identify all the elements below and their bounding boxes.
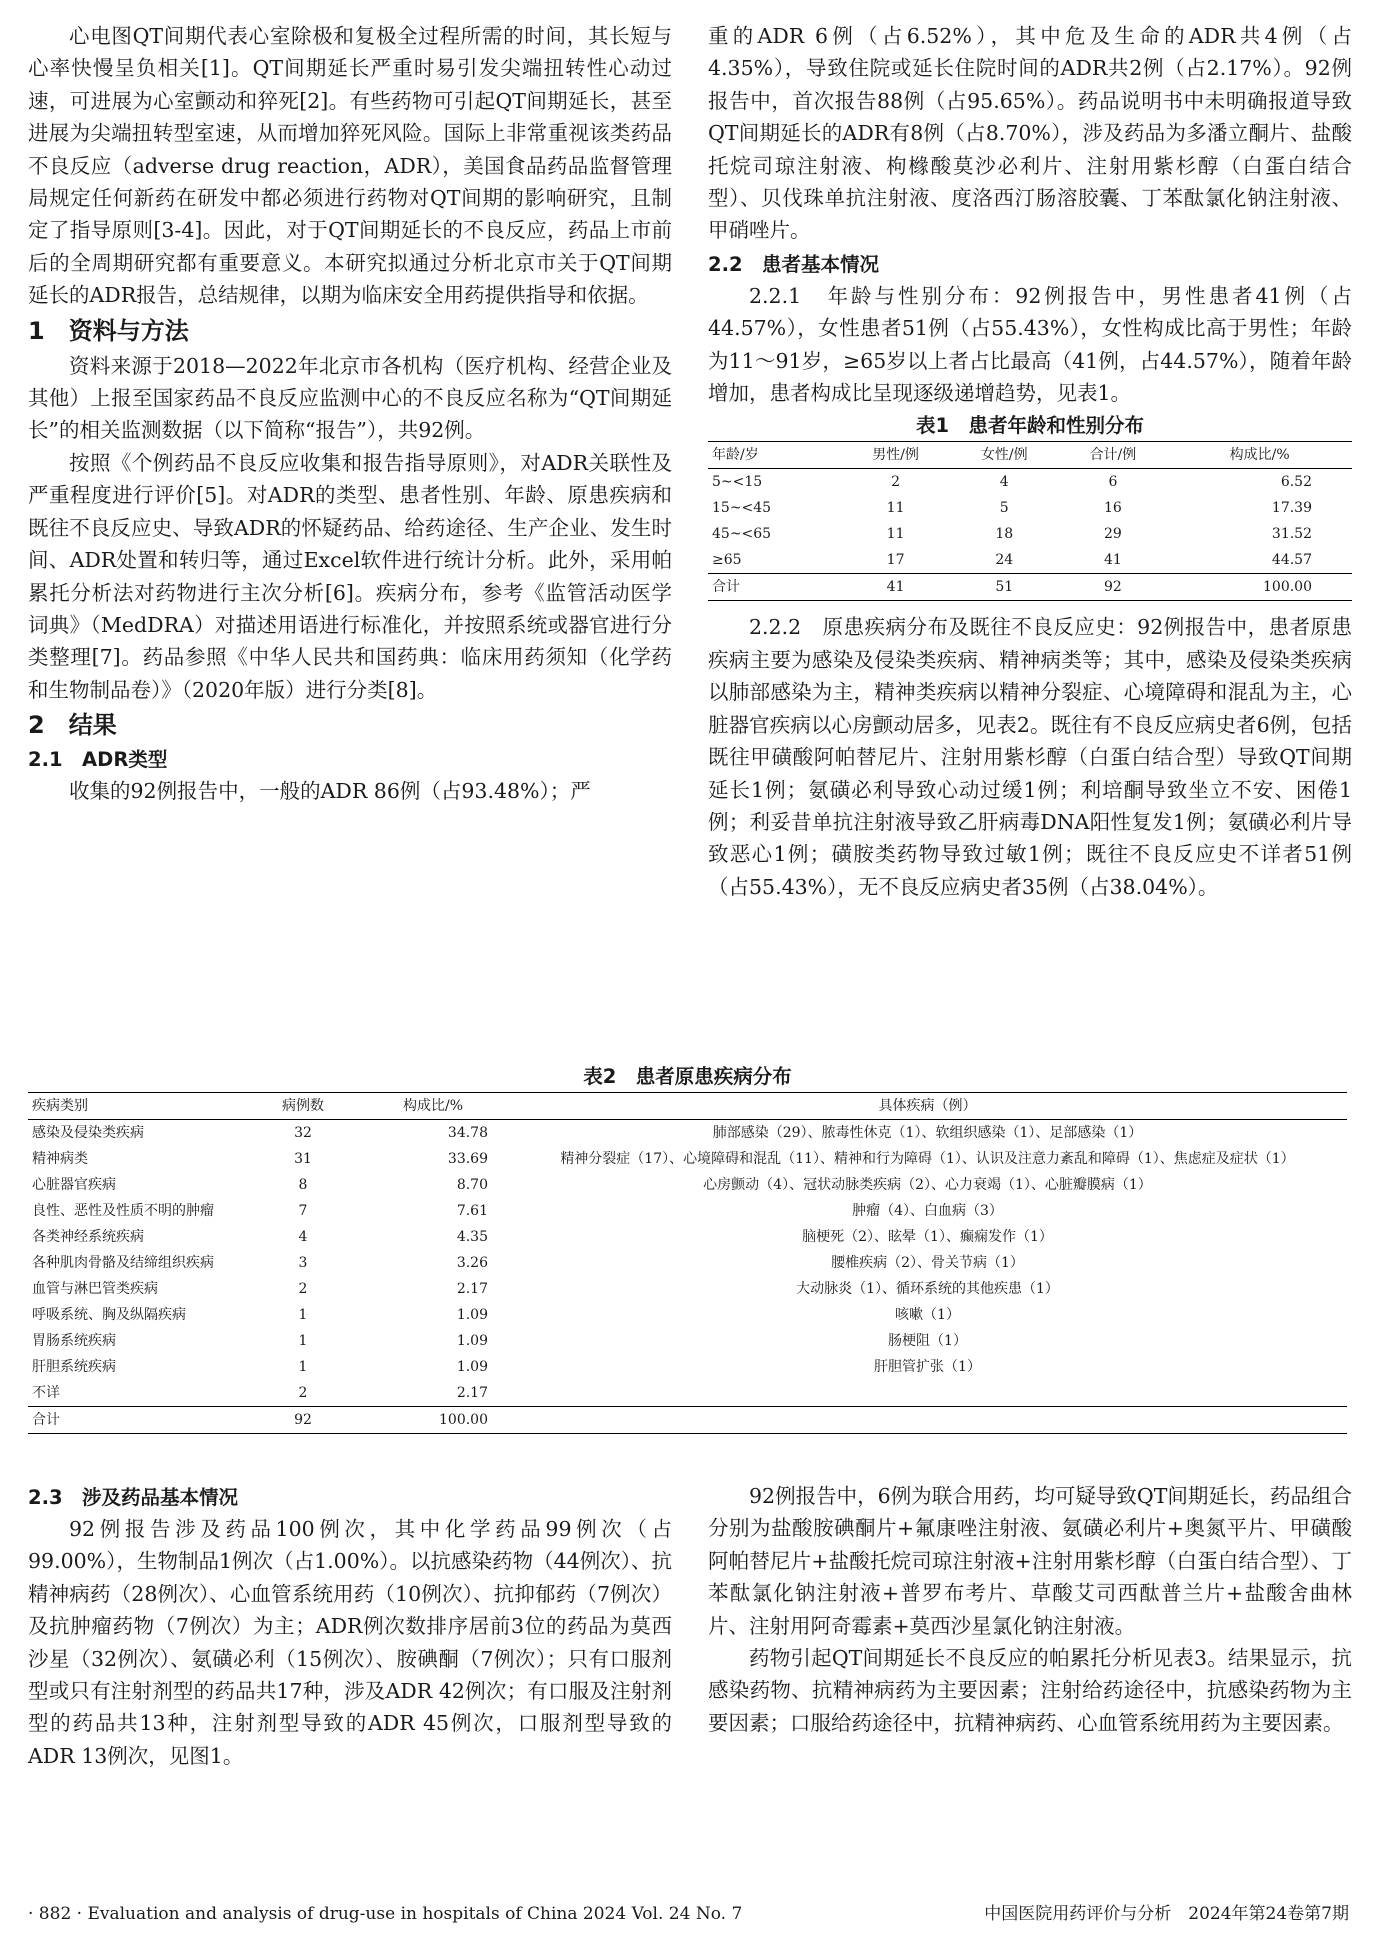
- table-row: [28, 1302, 1347, 1328]
- table-cell: 31.52: [1271, 526, 1312, 543]
- methods-paragraph-2: 按照《个例药品不良反应收集和报告指导原则》，对ADR关联性及严重程度进行评价[5]。对ADR的类型、患者性别、年龄、原患疾病和既往不良反应史、导致ADR的怀疑药品、给药途径、生产企业、发生时间、ADR处置和转归等，通过Excel软件进行统计分析。此外，采用帕累托分析法对药物进行主次分析[6]。疾病分布，参考《监管活动医学词典》（MedDRA）对描述用语进行标准化，并按照系统或器官进行分类整理[7]。药品参照《中华人民共和国药典：临床用药须知（化学药和生物制品卷）》（2020年版）进行分类[8]。: [28, 450, 672, 702]
- table-row: [708, 521, 1352, 547]
- subsection-2-1-heading: 2.1 ADR类型: [28, 748, 168, 772]
- table-cell: 2.17: [456, 1281, 488, 1297]
- table-cell: 4: [298, 1229, 308, 1245]
- table-cell: 92: [248, 1407, 358, 1434]
- table-cell: 4: [999, 474, 1009, 491]
- table-cell: 3: [298, 1255, 308, 1271]
- table-row: [28, 1120, 1347, 1147]
- table-cell: 咳嗽（1）: [895, 1307, 960, 1323]
- table-2: [28, 1060, 1347, 1434]
- table-row: [28, 1224, 1347, 1250]
- table-cell: 100.00: [358, 1407, 508, 1434]
- table-cell: 脑梗死（2）、眩晕（1）、癫痫发作（1）: [802, 1229, 1053, 1245]
- table-2-title: 表2 患者原患疾病分布: [583, 1065, 792, 1088]
- table-cell: 呼吸系统、胸及纵隔疾病: [32, 1307, 186, 1323]
- table-cell: 肠梗阻（1）: [888, 1333, 967, 1349]
- intro-paragraph: 心电图QT间期代表心室除极和复极全过程所需的时间，其长短与心率快慢呈负相关[1]。QT间期延长严重时易引发尖端扭转性心动过速，可进展为心室颤动和猝死[2]。有些药物可引起QT间期延长，甚至进展为尖端扭转型室速，从而增加猝死风险。国际上非常重视该类药品不良反应（adverse drug reaction，ADR），美国食品药品监督管理局规定任何新药在研发中都必须进行药物对QT间期的影响研究，且制定了指导原则[3-4]。因此，对于QT间期延长的不良反应，药品上市前后的全周期研究都有重要意义。本研究拟通过分析北京市关于QT间期延长的ADR报告，总结规律，以期为临床安全用药提供指导和依据。: [28, 24, 672, 308]
- drug-info-paragraph: 92例报告涉及药品100例次，其中化学药品99例次（占99.00%），生物制品1例次（占1.00%）。以抗感染药物（44例次）、抗精神病药（28例次）、心血管系统用药（10例次）、抗抑郁药（7例次）及抗肿瘤药物（7例次）为主；ADR例次数排序居前3位的药品为莫西沙星（32例次）、氨磺必利（15例次）、胺碘酮（7例次）；只有口服剂型或只有注射剂型的药品共17种，涉及ADR 42例次；有口服及注射剂型的药品共13种，注射剂型导致的ADR 45例次，口服剂型导致的ADR 13例次，见图1。: [28, 1517, 672, 1768]
- table-1-grid: [708, 441, 1352, 601]
- table-cell: 5~<15: [712, 474, 763, 491]
- table-cell: 血管与淋巴管类疾病: [32, 1281, 158, 1297]
- table-cell: 1.09: [456, 1333, 488, 1349]
- table-cell: 8: [298, 1177, 308, 1193]
- table-cell: 合计: [708, 574, 841, 601]
- table-1-header-row: [708, 442, 1352, 469]
- table-row: [28, 1172, 1347, 1198]
- table-cell: 29: [1104, 526, 1122, 543]
- table-cell: 11: [886, 500, 905, 517]
- combination-drug-paragraph: 92例报告中，6例为联合用药，均可疑导致QT间期延长，药品组合分别为盐酸胺碘酮片+氟康唑注射液、氨磺必利片+奥氮平片、甲磺酸阿帕替尼片+盐酸托烷司琼注射液+注射用紫杉醇（白蛋白结合型）、丁苯酞氯化钠注射液+普罗布考片、草酸艾司西酞普兰片+盐酸舍曲林片、注射用阿奇霉素+莫西沙星氯化钠注射液。: [708, 1484, 1352, 1638]
- table-row: [28, 1354, 1347, 1380]
- table-row: [28, 1198, 1347, 1224]
- table-row: [708, 495, 1352, 521]
- section-1-heading: 1 资料与方法: [28, 316, 189, 345]
- table-cell: 胃肠系统疾病: [32, 1333, 116, 1349]
- table-row: [28, 1276, 1347, 1302]
- table-2-header-row: [28, 1093, 1347, 1120]
- table-cell: 精神病类: [32, 1151, 88, 1167]
- table-1-header: 男性/例: [841, 442, 950, 469]
- subsection-2-2-heading: 2.2 患者基本情况: [708, 252, 880, 276]
- table-cell: 24: [995, 552, 1014, 569]
- table-cell: 92: [1059, 574, 1168, 601]
- table-cell: 2: [298, 1281, 308, 1297]
- table-cell: 33.69: [447, 1151, 488, 1167]
- table-cell: 11: [886, 526, 905, 543]
- table-cell: 34.78: [447, 1125, 488, 1141]
- table-cell: 合计: [28, 1407, 248, 1434]
- table-cell: 18: [995, 526, 1014, 543]
- table-cell: 41: [841, 574, 950, 601]
- table-1: [708, 413, 1352, 601]
- adr-type-paragraph: 收集的92例报告中，一般的ADR 86例（占93.48%）；严: [69, 779, 591, 804]
- table-cell: 2: [891, 474, 901, 491]
- bottom-right-column: [708, 1480, 1352, 1739]
- table-cell: 肿瘤（4）、白血病（3）: [852, 1203, 1003, 1219]
- table-2-grid: [28, 1092, 1347, 1434]
- table-cell: 良性、恶性及性质不明的肿瘤: [32, 1203, 214, 1219]
- bottom-left-column: [28, 1480, 672, 1772]
- table-1-title: 表1 患者年龄和性别分布: [915, 414, 1145, 438]
- table-2-total-row: [28, 1407, 1347, 1434]
- table-cell: 16: [1104, 500, 1122, 517]
- table-cell: 15~<45: [712, 500, 772, 517]
- table-row: [708, 547, 1352, 574]
- table-row: [708, 469, 1352, 496]
- disease-history-paragraph: 2.2.2 原患疾病分布及既往不良反应史：92例报告中，患者原患疾病主要为感染及侵染类疾病、精神病类等；其中，感染及侵染类疾病以肺部感染为主，精神类疾病以精神分裂症、心境障碍和混乱为主，心脏器官疾病以心房颤动居多，见表2。既往有不良反应病史者6例，包括既往甲磺酸阿帕替尼片、注射用紫杉醇（白蛋白结合型）导致QT间期延长1例；氨磺必利导致心动过缓1例；利培酮导致坐立不安、困倦1例；利妥昔单抗注射液导致乙肝病毒DNA阳性复发1例；氨磺必利片导致恶心1例；磺胺类药物导致过敏1例；既往不良反应史不详者51例（占55.43%），无不良反应病史者35例（占38.04%）。: [708, 615, 1352, 899]
- table-cell: 3.26: [456, 1255, 488, 1271]
- table-cell: 8.70: [456, 1177, 488, 1193]
- table-row: [28, 1146, 1347, 1172]
- table-cell: 1: [298, 1307, 308, 1323]
- table-cell: 1: [298, 1359, 308, 1375]
- table-1-header: 女性/例: [950, 442, 1059, 469]
- section-2-heading: 2 结果: [28, 711, 117, 740]
- table-cell: 6: [1108, 474, 1118, 491]
- table-cell: 精神分裂症（17）、心境障碍和混乱（11）、精神和行为障碍（1）、认识及注意力紊乱和障碍（1）、焦虑症及症状（1）: [560, 1151, 1295, 1167]
- table-cell: ≥65: [712, 552, 742, 569]
- table-row: [28, 1328, 1347, 1354]
- methods-paragraph-1: 资料来源于2018—2022年北京市各机构（医疗机构、经营企业及其他）上报至国家药品不良反应监测中心的不良反应名称为“QT间期延长”的相关监测数据（以下简称“报告”），共92例。: [28, 353, 672, 443]
- table-cell: 腰椎疾病（2）、骨关节病（1）: [831, 1255, 1024, 1271]
- table-cell: 41: [1104, 552, 1122, 569]
- table-cell: 17: [886, 552, 905, 569]
- table-cell: 5: [999, 500, 1009, 517]
- table-cell: 各种肌肉骨骼及结缔组织疾病: [32, 1255, 214, 1271]
- table-cell: 6.52: [1280, 474, 1312, 491]
- table-cell: 51: [950, 574, 1059, 601]
- table-cell: 7: [298, 1203, 308, 1219]
- table-cell: 32: [294, 1125, 312, 1141]
- table-cell: 2.17: [456, 1385, 488, 1401]
- table-2-header: 构成比/%: [358, 1093, 508, 1120]
- table-cell: 心房颤动（4）、冠状动脉类疾病（2）、心力衰竭（1）、心脏瓣膜病（1）: [703, 1177, 1152, 1193]
- table-row: [28, 1380, 1347, 1407]
- table-1-header: 合计/例: [1059, 442, 1168, 469]
- table-cell: 不详: [32, 1385, 60, 1401]
- table-cell: [508, 1407, 1347, 1434]
- age-gender-paragraph: 2.2.1 年龄与性别分布：92例报告中，男性患者41例（占44.57%），女性患者51例（占55.43%），女性构成比高于男性；年龄为11～91岁，≥65岁以上者占比最高（41例，占44.57%），随着年龄增加，患者构成比呈现逐级递增趋势，见表1。: [708, 283, 1352, 406]
- table-cell: [508, 1380, 1347, 1407]
- table-cell: 肺部感染（29）、脓毒性休克（1）、软组织感染（1）、足部感染（1）: [712, 1125, 1143, 1141]
- table-cell: 大动脉炎（1）、循环系统的其他疾患（1）: [796, 1281, 1059, 1297]
- footer-journal-english: · 882 · Evaluation and analysis of drug-use in hospitals of China 2024 Vol. 24 No. 7: [28, 1904, 743, 1924]
- table-cell: 2: [298, 1385, 308, 1401]
- subsection-2-3-heading: 2.3 涉及药品基本情况: [28, 1486, 239, 1509]
- table-cell: 1.09: [456, 1307, 488, 1323]
- table-1-total-row: [708, 574, 1352, 601]
- table-cell: 4.35: [456, 1229, 488, 1245]
- table-1-header: 年龄/岁: [708, 442, 841, 469]
- table-2-header: 疾病类别: [28, 1093, 248, 1120]
- table-cell: 31: [294, 1151, 312, 1167]
- table-cell: 100.00: [1167, 574, 1352, 601]
- table-cell: 各类神经系统疾病: [32, 1229, 144, 1245]
- table-cell: 45~<65: [712, 526, 772, 543]
- table-cell: 肝胆管扩张（1）: [874, 1359, 981, 1375]
- table-cell: 1: [298, 1333, 308, 1349]
- adr-type-continued-paragraph: 重的ADR 6例（占6.52%），其中危及生命的ADR共4例（占4.35%），导致住院或延长住院时间的ADR共2例（占2.17%）。92例报告中，首次报告88例（占95.65%）。药品说明书中未明确报道导致QT间期延长的ADR有8例（占8.70%），涉及药品为多潘立酮片、盐酸托烷司琼注射液、枸橼酸莫沙必利片、注射用紫杉醇（白蛋白结合型）、贝伐珠单抗注射液、度洛西汀肠溶胶囊、丁苯酞氯化钠注射液、甲硝唑片。: [708, 24, 1352, 243]
- table-cell: 1.09: [456, 1359, 488, 1375]
- table-row: [28, 1250, 1347, 1276]
- left-column: [28, 20, 672, 808]
- table-cell: 感染及侵染类疾病: [32, 1125, 144, 1141]
- table-cell: 44.57: [1271, 552, 1312, 569]
- table-cell: 7.61: [456, 1203, 488, 1219]
- pareto-paragraph: 药物引起QT间期延长不良反应的帕累托分析见表3。结果显示，抗感染药物、抗精神病药为主要因素；注射给药途径中，抗感染药物为主要因素；口服给药途径中，抗精神病药、心血管系统用药为主要因素。: [708, 1646, 1352, 1735]
- table-2-header: 病例数: [248, 1093, 358, 1120]
- table-1-header: 构成比/%: [1167, 442, 1352, 469]
- footer-journal-chinese: 中国医院用药评价与分析 2024年第24卷第7期: [984, 1904, 1349, 1924]
- table-cell: 肝胆系统疾病: [32, 1359, 116, 1375]
- right-column: [708, 20, 1352, 903]
- table-cell: 17.39: [1271, 500, 1312, 517]
- table-cell: 心脏器官疾病: [32, 1177, 116, 1193]
- table-2-header: 具体疾病（例）: [508, 1093, 1347, 1120]
